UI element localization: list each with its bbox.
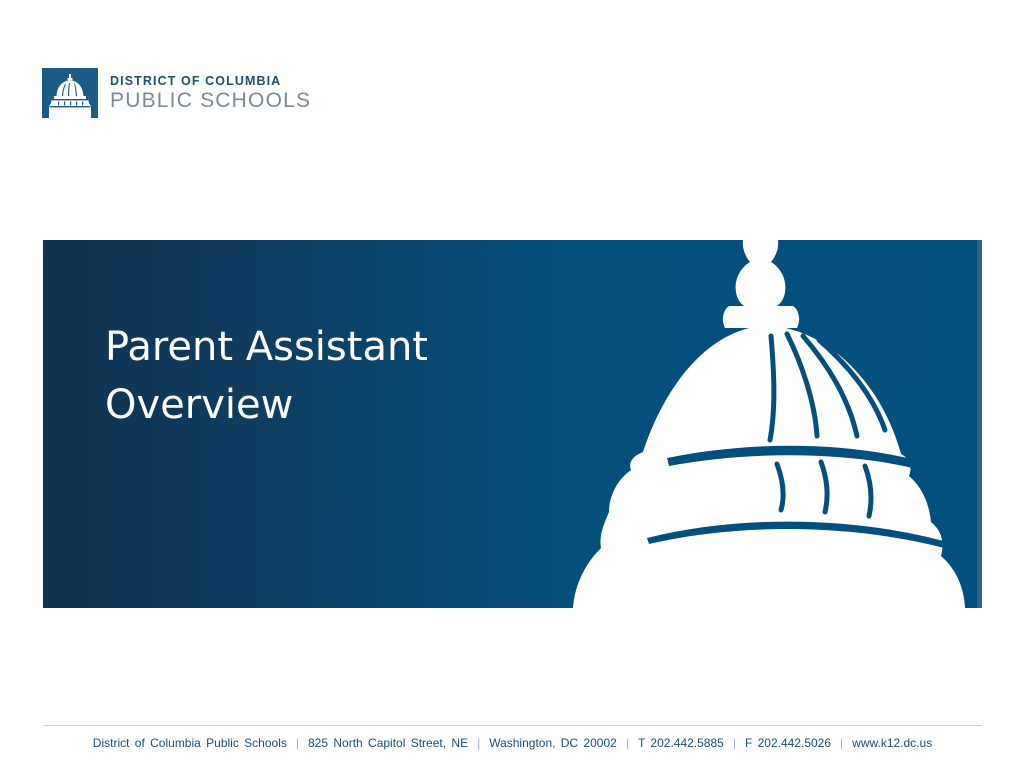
footer-separator: | [840, 736, 844, 750]
slide-title-line-1: Parent Assistant [105, 324, 428, 370]
logo-line-schools: PUBLIC SCHOOLS [110, 88, 312, 112]
footer-city-zip: Washington, DC 20002 [489, 736, 617, 750]
capitol-dome-icon [42, 68, 98, 118]
title-banner [43, 240, 982, 608]
footer-contact-bar [43, 735, 982, 751]
footer-separator: | [295, 736, 299, 750]
footer-fax: F 202.442.5026 [744, 736, 832, 750]
dcps-logo [42, 68, 311, 118]
footer-separator: | [477, 736, 481, 750]
footer-divider [43, 725, 982, 726]
footer-separator: | [625, 736, 629, 750]
footer-website-link[interactable]: www.k12.dc.us [852, 736, 933, 750]
slide-title-line-2: Overview [105, 382, 294, 428]
logo-line-district: DISTRICT OF COLUMBIA [110, 73, 282, 88]
footer-street-address: 825 North Capitol Street, NE [308, 736, 469, 750]
footer-phone: T 202.442.5885 [637, 736, 724, 750]
footer-org-name: District of Columbia Public Schools [92, 736, 287, 750]
footer-separator: | [732, 736, 736, 750]
logo-wordmark [110, 68, 311, 118]
slide-title [105, 318, 525, 434]
